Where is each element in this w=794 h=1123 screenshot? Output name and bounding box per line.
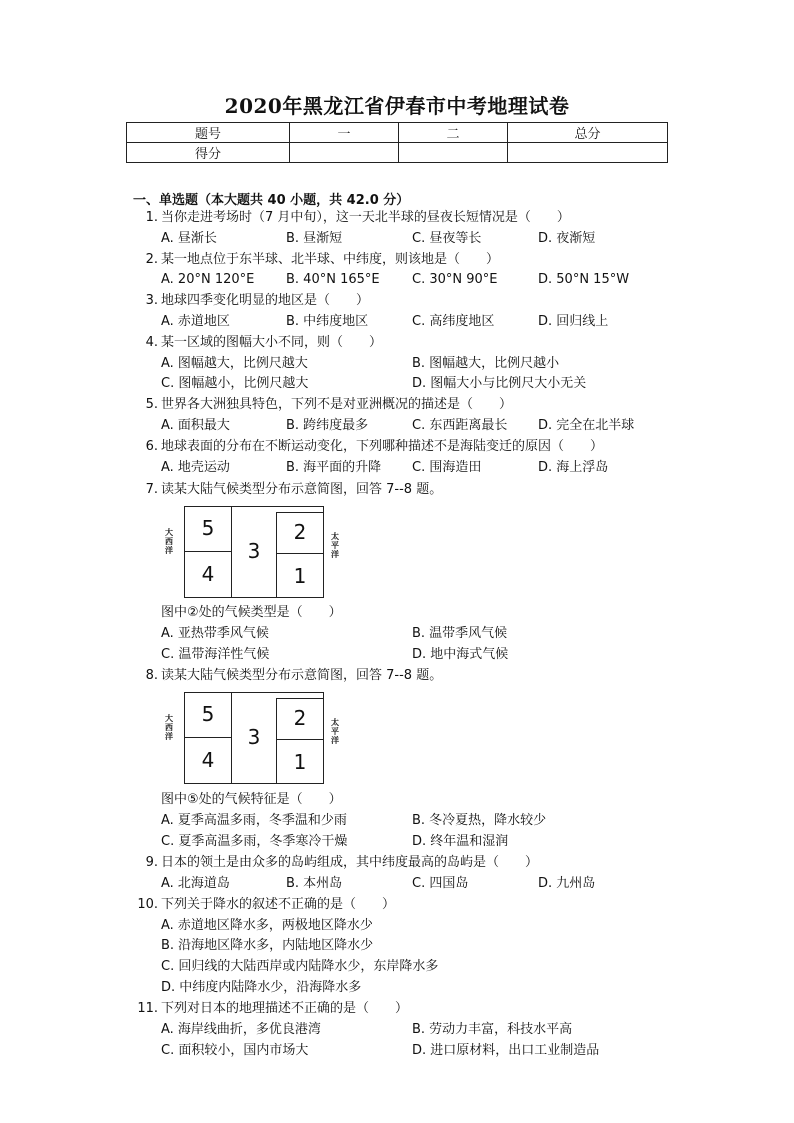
atlantic-label: 大 西 洋 — [165, 714, 173, 741]
option-row — [0, 811, 794, 831]
option-row — [0, 624, 794, 644]
option: B. 沿海地区降水多，内陆地区降水少 — [161, 938, 374, 953]
option-row — [0, 229, 794, 249]
question-subtext: 图中②处的气候类型是（ ） — [161, 605, 342, 620]
score-header-cell: 二 — [399, 123, 508, 143]
option: D. 九州岛 — [538, 876, 596, 891]
option: D. 进口原材料，出口工业制造品 — [412, 1043, 600, 1058]
option: C. 图幅越小，比例尺越大 — [161, 376, 309, 391]
region-label-1: 1 — [293, 750, 307, 774]
option-row — [0, 832, 794, 852]
option-row — [0, 916, 794, 936]
question-number: 6. — [145, 439, 158, 454]
option: C. 四国岛 — [412, 876, 469, 891]
option: D. 50°N 15°W — [538, 272, 630, 287]
option-row — [0, 874, 794, 894]
option-row — [0, 957, 794, 977]
region-label-4: 4 — [201, 562, 215, 586]
question-stem — [0, 437, 794, 457]
option: B. 海平面的升降 — [286, 460, 382, 475]
question-stem — [0, 999, 794, 1019]
question-text: 某一区域的图幅大小不同，则（ ） — [161, 335, 383, 350]
option: B. 中纬度地区 — [286, 314, 369, 329]
option-row — [0, 354, 794, 374]
option: A. 亚热带季风气候 — [161, 626, 269, 641]
score-row-label: 得分 — [127, 143, 290, 163]
question-stem — [0, 250, 794, 270]
region-label-5: 5 — [201, 516, 215, 540]
question-stem — [0, 291, 794, 311]
option: A. 赤道地区 — [161, 314, 230, 329]
climate-map-figure — [160, 692, 339, 784]
question-number: 3. — [145, 293, 158, 308]
question-text: 当你走进考场时（7 月中旬），这一天北半球的昼夜长短情况是（ ） — [161, 210, 570, 225]
score-header-cell: 总分 — [508, 123, 668, 143]
question-stem — [0, 853, 794, 873]
question-number: 2. — [145, 252, 158, 267]
option: A. 北海道岛 — [161, 876, 230, 891]
option-row — [0, 374, 794, 394]
option: B. 40°N 165°E — [286, 272, 380, 287]
option: D. 中纬度内陆降水少，沿海降水多 — [161, 980, 362, 995]
option: C. 30°N 90°E — [412, 272, 498, 287]
section-title: 一、单选题（本大题共 40 小题，共 42.0 分） — [133, 193, 410, 208]
question-subtext: 图中⑤处的气候特征是（ ） — [161, 792, 342, 807]
atlantic-label: 大 西 洋 — [165, 528, 173, 555]
question-stem — [0, 895, 794, 915]
option-row — [0, 1020, 794, 1040]
option-row — [0, 978, 794, 998]
region-label-5: 5 — [201, 702, 215, 726]
question-number: 4. — [145, 335, 158, 350]
question-stem — [0, 208, 794, 228]
option: A. 地壳运动 — [161, 460, 230, 475]
option: C. 回归线的大陆西岸或内陆降水少，东岸降水多 — [161, 959, 439, 974]
question-text: 下列对日本的地理描述不正确的是（ ） — [161, 1001, 409, 1016]
score-table-score-row — [127, 143, 668, 163]
question-text: 下列关于降水的叙述不正确的是（ ） — [161, 897, 396, 912]
option: B. 昼渐短 — [286, 231, 343, 246]
option: C. 温带海洋性气候 — [161, 647, 270, 662]
option: C. 围海造田 — [412, 460, 482, 475]
region-label-3: 3 — [247, 539, 261, 563]
option: A. 海岸线曲折，多优良港湾 — [161, 1022, 321, 1037]
option: B. 跨纬度最多 — [286, 418, 369, 433]
question-number: 7. — [145, 482, 158, 497]
option: C. 面积较小，国内市场大 — [161, 1043, 309, 1058]
question-text: 某一地点位于东半球、北半球、中纬度，则该地是（ ） — [161, 252, 500, 267]
option: D. 海上浮岛 — [538, 460, 609, 475]
option: A. 赤道地区降水多，两极地区降水少 — [161, 918, 373, 933]
option: D. 终年温和湿润 — [412, 834, 509, 849]
region-label-1: 1 — [293, 564, 307, 588]
option-row — [0, 458, 794, 478]
option: A. 昼渐长 — [161, 231, 217, 246]
pacific-label: 太 平 洋 — [331, 718, 339, 745]
pacific-label: 太 平 洋 — [331, 532, 339, 559]
option-row — [0, 312, 794, 332]
option-row — [0, 270, 794, 290]
option: B. 劳动力丰富，科技水平高 — [412, 1022, 573, 1037]
option: C. 东西距离最长 — [412, 418, 508, 433]
question-number: 5. — [145, 397, 158, 412]
option-row — [0, 416, 794, 436]
option: C. 夏季高温多雨，冬季寒冷干燥 — [161, 834, 348, 849]
question-sub — [0, 790, 794, 810]
option: B. 图幅越大，比例尺越小 — [412, 356, 560, 371]
region-label-2: 2 — [293, 520, 307, 544]
question-stem — [0, 333, 794, 353]
question-number: 8. — [145, 668, 158, 683]
score-cell — [399, 143, 508, 163]
option: A. 面积最大 — [161, 418, 230, 433]
question-number: 11. — [137, 1001, 158, 1016]
region-label-3: 3 — [247, 725, 261, 749]
question-sub — [0, 603, 794, 623]
question-stem — [0, 666, 794, 686]
question-text: 读某大陆气候类型分布示意简图，回答 7--8 题。 — [161, 482, 443, 497]
option: D. 夜渐短 — [538, 231, 596, 246]
score-header-cell: 题号 — [127, 123, 290, 143]
option-row — [0, 645, 794, 665]
option: D. 完全在北半球 — [538, 418, 635, 433]
option: D. 图幅大小与比例尺大小无关 — [412, 376, 587, 391]
option: C. 高纬度地区 — [412, 314, 495, 329]
question-number: 10. — [137, 897, 158, 912]
score-cell — [508, 143, 668, 163]
option: B. 温带季风气候 — [412, 626, 508, 641]
option: D. 地中海式气候 — [412, 647, 509, 662]
region-label-2: 2 — [293, 706, 307, 730]
question-text: 世界各大洲独具特色，下列不是对亚洲概况的描述是（ ） — [161, 397, 513, 412]
question-stem — [0, 395, 794, 415]
score-cell — [290, 143, 399, 163]
score-table-header-row — [127, 123, 668, 143]
option: A. 20°N 120°E — [161, 272, 255, 287]
score-header-cell: 一 — [290, 123, 399, 143]
question-text: 日本的领土是由众多的岛屿组成，其中纬度最高的岛屿是（ ） — [161, 855, 539, 870]
question-number: 9. — [145, 855, 158, 870]
option: B. 本州岛 — [286, 876, 343, 891]
score-table — [126, 122, 668, 163]
climate-map-figure — [160, 506, 339, 598]
question-text: 地球四季变化明显的地区是（ ） — [161, 293, 370, 308]
region-label-4: 4 — [201, 748, 215, 772]
option: A. 图幅越大，比例尺越大 — [161, 356, 308, 371]
option: C. 昼夜等长 — [412, 231, 482, 246]
option-row — [0, 936, 794, 956]
option: A. 夏季高温多雨，冬季温和少雨 — [161, 813, 347, 828]
option: B. 冬冷夏热，降水较少 — [412, 813, 547, 828]
option-row — [0, 1041, 794, 1061]
question-text: 地球表面的分布在不断运动变化，下列哪种描述不是海陆变迁的原因（ ） — [161, 439, 604, 454]
page-title: 2020年黑龙江省伊春市中考地理试卷 — [224, 94, 570, 118]
question-text: 读某大陆气候类型分布示意简图，回答 7--8 题。 — [161, 668, 443, 683]
question-number: 1. — [145, 210, 158, 225]
question-stem — [0, 480, 794, 500]
option: D. 回归线上 — [538, 314, 609, 329]
